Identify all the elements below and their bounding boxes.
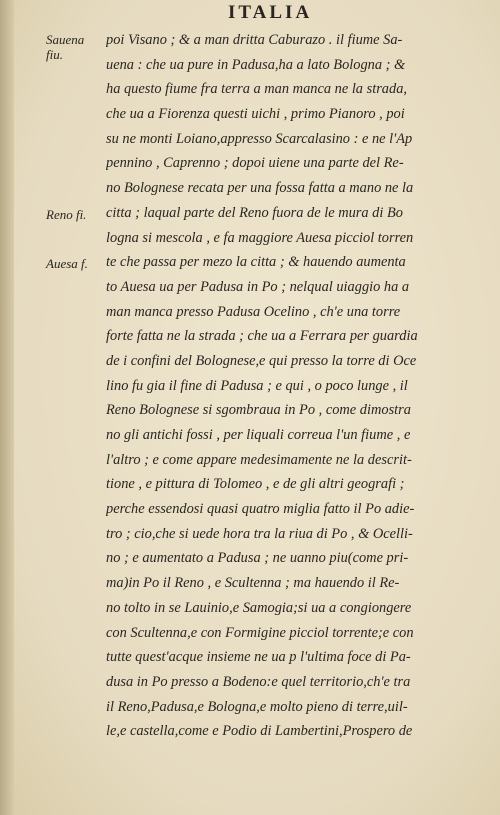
text-line: poi Visano ; & a man dritta Caburazo . il fiume Sa- [106, 32, 403, 48]
text-line: tro ; cio,che si uede hora tra la riua di Po , & Ocelli- [106, 525, 413, 542]
text-line: to Auesa ua per Padusa in Po ; nelqual uiaggio ha a [106, 278, 410, 295]
text-line: con Scultenna,e con Formigine picciol torrente;e con [106, 624, 414, 641]
text-line: uena : che ua pure in Padusa,ha a lato Bologna ; & [106, 56, 406, 73]
text-line: che ua a Fiorenza questi uichi , primo Pianoro , poi [106, 106, 405, 123]
text-line: man manca presso Padusa Ocelino , ch'e una torre [106, 303, 401, 320]
body-text [106, 28, 478, 744]
text-line: de i confini del Bolognese,e qui presso la torre di Oce [106, 352, 417, 369]
page-gutter [0, 0, 14, 815]
text-line: tione , e pittura di Tolomeo , e de gli altri geografi ; [106, 476, 405, 493]
text-line: logna si mescola , e fa maggiore Auesa picciol torren [106, 229, 414, 246]
text-line: citta ; laqual parte del Reno fuora de le mura di Bo [106, 204, 403, 221]
text-line: forte fatta ne la strada ; che ua a Ferrara per guardia [106, 328, 418, 345]
text-line: tutte quest'acque insieme ne ua p l'ultima foce di Pa- [106, 649, 411, 666]
margin-note: Sauena fiu. [46, 32, 85, 62]
text-line: no tolto in se Lauinio,e Samogia;si ua a congiongere [106, 599, 412, 616]
text-line: il Reno,Padusa,e Bologna,e molto pieno di terre,uil- [106, 698, 408, 715]
text-line: ma)in Po il Reno , e Scultenna ; ma hauendo il Re- [106, 575, 400, 592]
margin-note: Auesa f. [46, 256, 88, 271]
text-line: te che passa per mezo la citta ; & hauendo aumenta [106, 254, 406, 271]
text-line: Reno Bolognese si sgombraua in Po , come dimostra [106, 402, 411, 419]
text-line: ha questo fiume fra terra a man manca ne la strada, [106, 81, 407, 98]
running-head: ITALIA [228, 2, 313, 23]
text-line: le,e castella,come e Podio di Lambertini,Prospero de [106, 723, 413, 740]
text-line: pennino , Caprenno ; dopoi uiene una parte del Re- [106, 155, 404, 172]
text-line: su ne monti Loiano,appresso Scarcalasino : e ne l'Ap [106, 130, 413, 147]
text-line: no Bolognese recata per una fossa fatta a mano ne la [106, 180, 414, 197]
text-line: dusa in Po presso a Bodeno:e quel territorio,ch'e tra [106, 673, 411, 690]
text-line: no ; e aumentato a Padusa ; ne uanno piu(come pri- [106, 550, 409, 567]
text-line: l'altro ; e come appare medesimamente ne la descrit- [106, 451, 412, 468]
text-line: lino fu gia il fine di Padusa ; e qui , o poco lunge , il [106, 377, 408, 394]
text-line: no gli antichi fossi , per liquali correua l'un fiume , e [106, 427, 411, 443]
text-line: perche essendosi quasi quatro miglia fatto il Po adie- [106, 501, 415, 518]
margin-note: Reno fi. [46, 207, 87, 222]
